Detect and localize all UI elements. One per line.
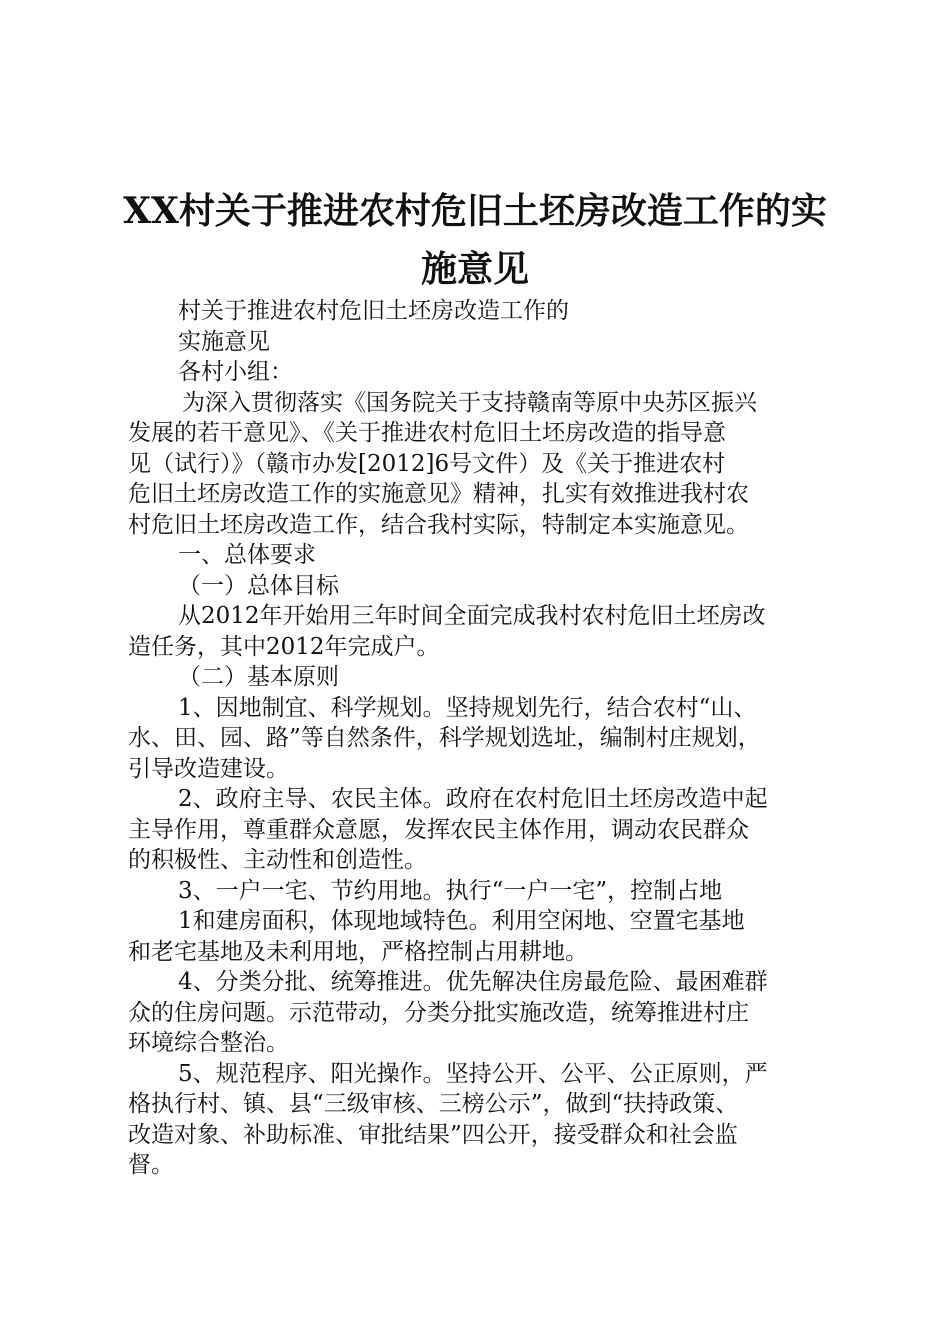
subsection-heading: （一）总体目标	[178, 572, 339, 599]
body-line: 村关于推进农村危旧土坯房改造工作的	[178, 298, 569, 324]
body-line: 环境综合整治。	[128, 1030, 289, 1056]
body-line: 为深入贯彻落实《国务院关于支持赣南等原中央苏区振兴	[182, 389, 757, 416]
body-line: 3、一户一宅、节约用地。执行“一户一宅”，控制占地	[178, 877, 723, 904]
body-line: 2、政府主导、农民主体。政府在农村危旧土坯房改造中起	[178, 786, 768, 812]
body-line: 见（试行）》（赣市办发[2012]6号文件）及《关于推进农村	[128, 450, 726, 477]
body-line: 4、分类分批、统筹推进。优先解决住房最危险、最困难群	[178, 969, 768, 995]
body-line: 的积极性、主动性和创造性。	[128, 847, 427, 873]
body-line: 实施意见	[178, 328, 270, 355]
body-line: 主导作用，尊重群众意愿，发挥农民主体作用，调动农民群众	[128, 816, 749, 843]
subsection-heading: （二）基本原则	[178, 664, 339, 690]
body-line: 危旧土坯房改造工作的实施意见》精神，扎实有效推进我村农	[128, 481, 749, 507]
document-title-line-2: 施意见	[420, 248, 529, 290]
document-title-line-1: XX村关于推进农村危旧土坯房改造工作的实	[123, 190, 827, 232]
body-line: 督。	[128, 1152, 174, 1178]
body-line: 1、因地制宜、科学规划。坚持规划先行，结合农村“山、	[178, 694, 757, 721]
body-line: 格执行村、镇、县“三级审核、三榜公示”，做到“扶持政策、	[128, 1091, 739, 1117]
body-line: 发展的若干意见》、《关于推进农村危旧土坯房改造的指导意	[128, 420, 726, 446]
body-line: 各村小组：	[178, 359, 293, 385]
body-line: 众的住房问题。示范带动，分类分批实施改造，统筹推进村庄	[128, 999, 749, 1026]
document-body	[128, 296, 838, 1181]
body-line: 5、规范程序、阳光操作。坚持公开、公平、公正原则，严	[178, 1060, 768, 1087]
body-line: 引导改造建设。	[128, 755, 289, 782]
section-heading: 一、总体要求	[178, 542, 316, 568]
body-line: 改造对象、补助标准、审批结果”四公开，接受群众和社会监	[128, 1121, 738, 1148]
body-line: 村危旧土坯房改造工作，结合我村实际，特制定本实施意见。	[128, 511, 749, 538]
body-line: 和老宅基地及未利用地，严格控制占用耕地。	[128, 938, 588, 965]
body-line: 1和建房面积，体现地域特色。利用空闲地、空置宅基地	[178, 908, 745, 934]
body-line: 水、田、园、路”等自然条件，科学规划选址，编制村庄规划，	[128, 725, 761, 751]
body-line: 造任务，其中2012年完成户。	[128, 633, 440, 660]
body-line: 从2012年开始用三年时间全面完成我村农村危旧土坯房改	[178, 603, 766, 629]
